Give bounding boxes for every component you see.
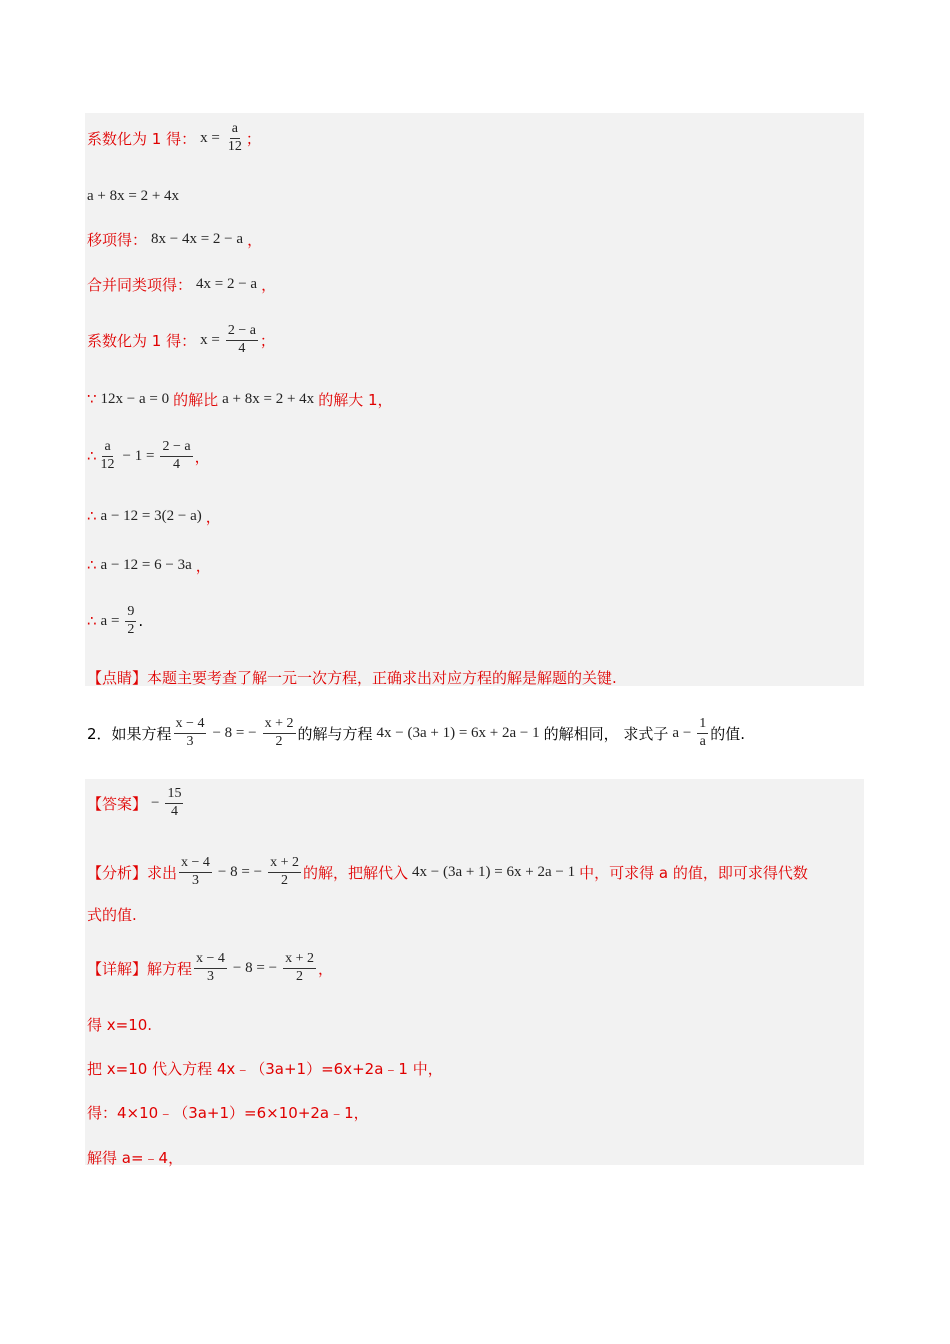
fraction-x-plus-2-over-2: [283, 952, 316, 984]
t2-equation: a − 12 = 3(2 − a): [100, 507, 202, 524]
answer-line: [87, 785, 185, 819]
question-mid-1: − 8 = −: [212, 724, 257, 741]
therefore-symbol: ∴: [87, 612, 97, 630]
punct: ，: [194, 447, 210, 466]
move-equation: 8x − 4x = 2 − a: [151, 230, 244, 247]
numerator: x + 2: [283, 952, 316, 969]
fraction-x-minus-4-over-3: [179, 856, 212, 888]
numerator: x + 2: [268, 856, 301, 873]
denominator: 2: [296, 968, 304, 984]
denominator: 2: [281, 872, 289, 888]
expr-lhs: a −: [672, 724, 692, 741]
comment-text: 【点睛】本题主要考查了解一元一次方程，正确求出对应方程的解是解题的关键.: [87, 668, 617, 687]
therefore-step-4: [87, 603, 144, 637]
detail-label: 【详解】解方程: [87, 959, 193, 978]
merge-step: [87, 269, 276, 299]
numerator: 2 − a: [160, 440, 192, 457]
denominator: 3: [191, 872, 199, 888]
merge-label: 合并同类项得：: [87, 275, 193, 294]
answer-label: 【答案】: [87, 794, 148, 813]
punct: ；: [245, 129, 261, 148]
coef-step-a: [87, 120, 261, 154]
question-2: [87, 715, 746, 749]
detail-mid-1: − 8 = −: [232, 959, 278, 976]
merge-equation: 4x = 2 − a: [196, 275, 258, 292]
eq-a-lhs: x =: [200, 129, 220, 146]
therefore-step-2: [87, 501, 221, 531]
because-end: 的解大 1，: [318, 390, 393, 409]
because-step: [87, 384, 393, 414]
analysis-line-2-text: 式的值.: [87, 905, 137, 924]
coef-label-b: 系数化为 1 得：: [87, 331, 197, 350]
question-mid-2: 的解与方程: [297, 724, 373, 743]
detail-line-1: [87, 950, 333, 984]
denominator: a: [699, 733, 706, 749]
fraction-x-plus-2-over-2: [268, 856, 301, 888]
analysis-mid-1: − 8 = −: [217, 863, 263, 880]
because-mid: 的解比: [173, 390, 219, 409]
fraction-9-over-2: [125, 605, 136, 637]
denominator: 4: [238, 340, 246, 356]
numerator: x − 4: [179, 856, 212, 873]
therefore-symbol: ∴: [87, 447, 97, 465]
numerator: a: [230, 122, 240, 139]
denominator: 2: [275, 733, 283, 749]
detail-step-4: [87, 1142, 183, 1172]
detail-step-3: [87, 1097, 369, 1127]
fraction-a-over-12: [99, 440, 117, 472]
detail-step-3-text: 得：4×10﹣（3a+1）=6×10+2a﹣1，: [87, 1103, 369, 1122]
fraction-x-minus-4-over-3: [194, 952, 227, 984]
therefore-step-1: [87, 438, 210, 472]
punct: .: [138, 612, 144, 630]
numerator: 9: [125, 605, 136, 622]
t3-equation: a − 12 = 6 − 3a: [100, 556, 192, 573]
denominator: 12: [227, 138, 242, 154]
denominator: 2: [127, 621, 135, 637]
fraction-1-over-a: [697, 717, 708, 749]
numerator: 1: [697, 717, 708, 734]
analysis-line-1: [87, 854, 808, 888]
fraction-15-over-4: [165, 787, 183, 819]
fraction-a-over-12: [226, 122, 244, 154]
equation-b-text: a + 8x = 2 + 4x: [87, 187, 180, 204]
analysis-mid-2: 的解，把解代入: [302, 863, 408, 882]
denominator: 12: [100, 456, 115, 472]
detail-step-4-text: 解得 a=﹣4，: [87, 1148, 184, 1167]
fraction-2-minus-a-over-4: [160, 440, 192, 472]
therefore-step-3: [87, 550, 211, 580]
analysis-label: 【分析】求出: [87, 863, 178, 882]
detail-step-2-text: 把 x=10 代入方程 4x﹣（3a+1）=6x+2a﹣1 中，: [87, 1059, 443, 1078]
t1-mid: − 1 =: [122, 447, 155, 464]
comment-line: [87, 662, 617, 692]
detail-step-1-text: 得 x=10.: [87, 1015, 153, 1034]
fraction-x-minus-4-over-3: [174, 717, 207, 749]
analysis-equation: 4x − (3a + 1) = 6x + 2a − 1: [411, 863, 576, 880]
detail-step-2: [87, 1053, 443, 1083]
punct: ，: [195, 556, 211, 575]
punct: ，: [247, 230, 263, 249]
answer-sign: −: [151, 794, 160, 811]
fraction-x-plus-2-over-2: [263, 717, 296, 749]
numerator: 15: [165, 787, 183, 804]
fraction-2-minus-a-over-4: [226, 324, 258, 356]
punct: ，: [261, 275, 277, 294]
punct: ，: [205, 507, 221, 526]
coef-step-b: [87, 322, 275, 356]
denominator: 3: [206, 968, 214, 984]
punct: ，: [317, 959, 333, 978]
analysis-rest: 中，可求得 a 的值，即可求得代数: [579, 863, 808, 882]
numerator: x − 4: [174, 717, 207, 734]
denominator: 4: [173, 456, 181, 472]
equation-b: [87, 181, 183, 211]
therefore-symbol: ∴: [87, 507, 97, 525]
coef-label-a: 系数化为 1 得：: [87, 129, 197, 148]
because-equation-1: 12x − a = 0: [100, 390, 170, 407]
move-step: [87, 224, 262, 254]
denominator: 4: [170, 803, 178, 819]
t4-lhs: a =: [100, 612, 120, 629]
numerator: 2 − a: [226, 324, 258, 341]
eq-c-lhs: x =: [200, 331, 220, 348]
because-equation-2: a + 8x = 2 + 4x: [222, 390, 315, 407]
therefore-symbol: ∴: [87, 556, 97, 574]
move-label: 移项得：: [87, 230, 148, 249]
numerator: x − 4: [194, 952, 227, 969]
detail-step-1: [87, 1009, 152, 1039]
numerator: x + 2: [263, 717, 296, 734]
question-suffix: 的值.: [710, 724, 746, 743]
question-mid-3: 的解相同， 求式子: [543, 724, 669, 743]
because-symbol: ∵: [87, 390, 97, 408]
analysis-line-2: [87, 899, 137, 929]
numerator: a: [102, 440, 112, 457]
denominator: 3: [186, 733, 194, 749]
question-prefix: 2．如果方程: [87, 724, 172, 743]
question-equation: 4x − (3a + 1) = 6x + 2a − 1: [376, 724, 540, 741]
punct: ；: [259, 331, 275, 350]
